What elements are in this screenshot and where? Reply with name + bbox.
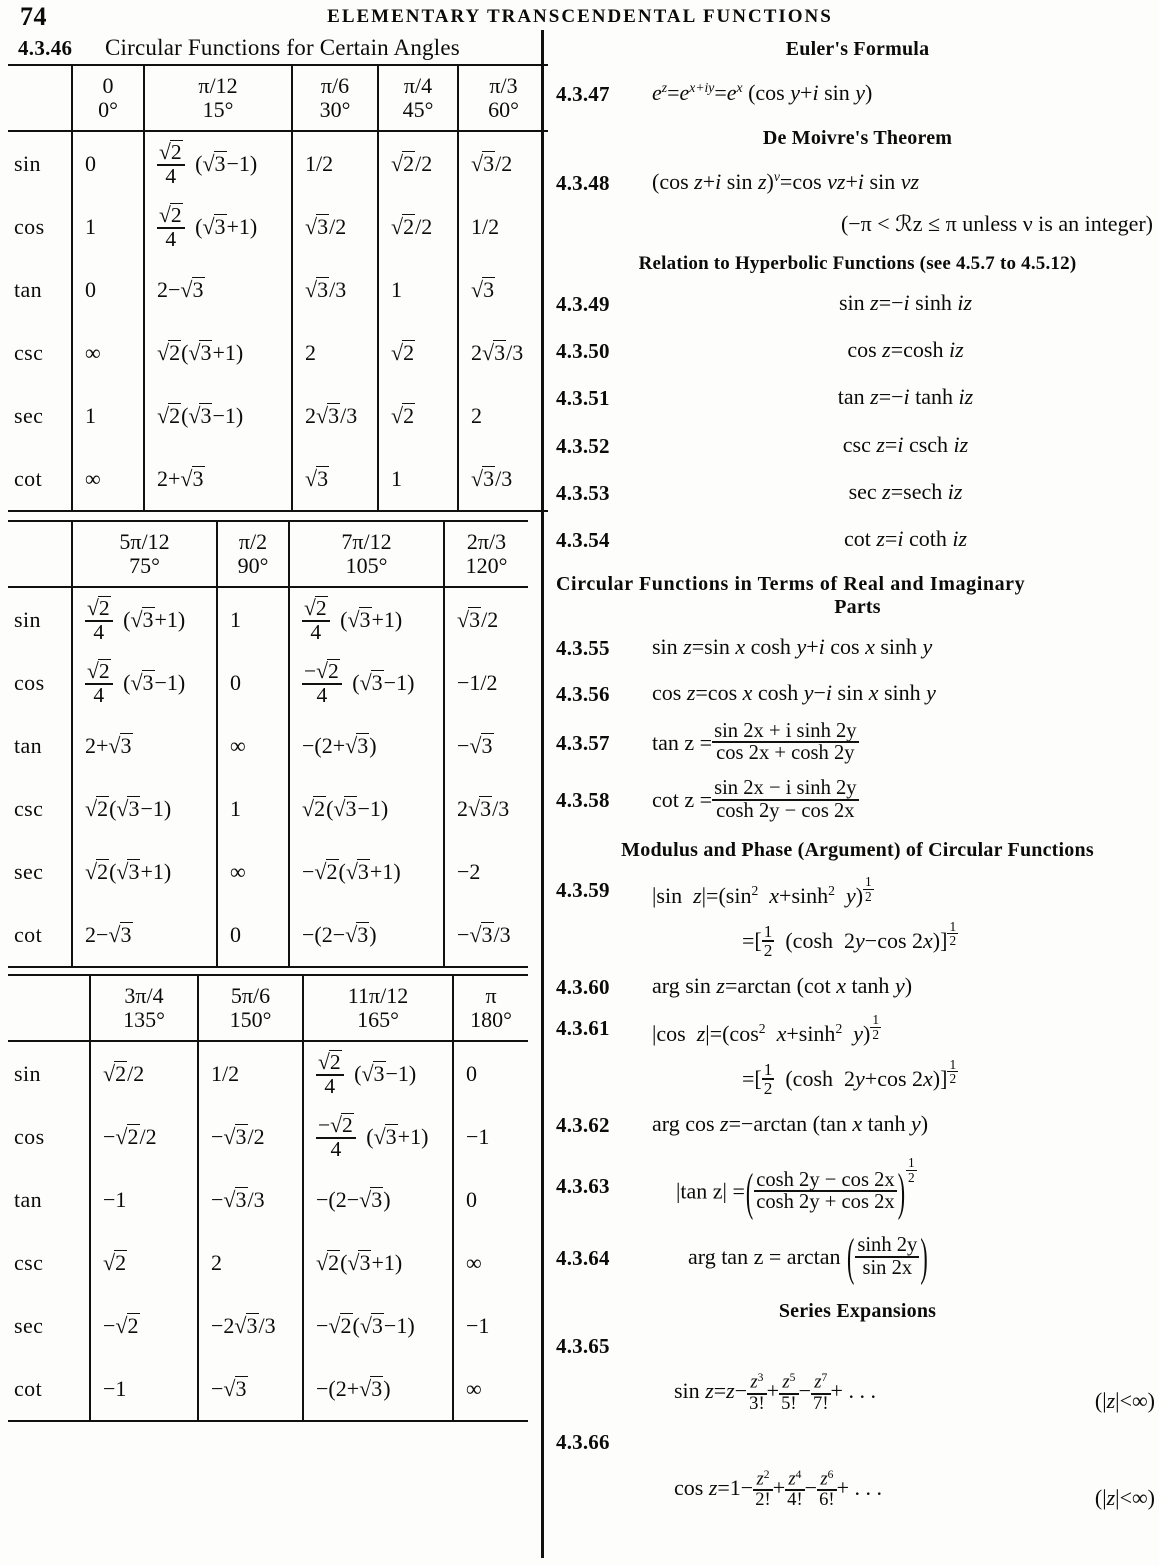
table-2-col-0 bbox=[72, 521, 217, 587]
equation-number: 4.3.60 bbox=[556, 975, 610, 1000]
cell: 2√3/3 bbox=[292, 384, 378, 447]
fraction-denominator: cosh 2y + cos 2x bbox=[756, 1191, 895, 1214]
angle-radians: 0 bbox=[102, 73, 114, 99]
angle-degrees: 105° bbox=[345, 553, 388, 578]
series-sin: sin z=z− $\frac{z^3}{3!}$ + $\frac{z^5}{5!}$ − $\frac{z^7}{7!}$ + . . . bbox=[674, 1372, 876, 1414]
right-column bbox=[556, 34, 1159, 1565]
table-row bbox=[8, 131, 548, 195]
table-circular-functions-1 bbox=[8, 64, 548, 512]
close-paren: ) bbox=[897, 1161, 906, 1221]
cell: ∞ bbox=[453, 1357, 528, 1421]
table-row bbox=[8, 587, 528, 651]
table-3-col-1 bbox=[198, 975, 303, 1041]
table-1-col-0 bbox=[72, 65, 144, 131]
cell: −1 bbox=[453, 1105, 528, 1168]
row-label-csc: csc bbox=[14, 795, 44, 821]
row-label-cos: cos bbox=[14, 669, 45, 695]
equation-lhs: tan z = bbox=[652, 729, 713, 755]
running-head bbox=[0, 0, 1159, 34]
equation-number: 4.3.48 bbox=[556, 171, 610, 196]
row-label-cos: cos bbox=[14, 213, 45, 239]
equation-body: sin z=−i sinh iz bbox=[838, 289, 973, 315]
table-row bbox=[8, 777, 528, 840]
table-3-col-3 bbox=[453, 975, 528, 1041]
equation-4-3-51 bbox=[556, 383, 1159, 411]
equation-number: 4.3.54 bbox=[556, 528, 610, 553]
cell: −√3/2 bbox=[198, 1105, 303, 1168]
equation-body: arg sin z=arctan (cot x tanh y) bbox=[652, 973, 913, 999]
cell: $\frac{√2}{4}$ (√3+1) bbox=[144, 195, 292, 258]
equation-body: =[ $\frac{1}{2}$ (cosh 2y−cos 2x)] $\frac{1}{2}$ bbox=[742, 918, 957, 960]
cell: 0 bbox=[453, 1041, 528, 1105]
angle-degrees: 0° bbox=[98, 97, 118, 122]
table-1-col-3 bbox=[378, 65, 458, 131]
equation-body: sin z=sin x cosh y+i cos x sinh y bbox=[652, 634, 933, 660]
cell: −2√3/3 bbox=[198, 1294, 303, 1357]
equation-4-3-47 bbox=[556, 79, 1159, 107]
equation-number: 4.3.55 bbox=[556, 636, 610, 661]
table-row bbox=[8, 195, 548, 258]
cell: −(2−√3) bbox=[289, 903, 444, 967]
angle-radians: π bbox=[485, 983, 497, 1009]
table-row bbox=[8, 975, 528, 1041]
equation-number: 4.3.64 bbox=[556, 1245, 610, 1270]
angle-degrees: 135° bbox=[123, 1007, 165, 1032]
equation-lhs: |tan z| = bbox=[676, 1178, 745, 1204]
cell: √2/2 bbox=[378, 195, 458, 258]
table-row bbox=[8, 840, 528, 903]
cell: √2(√3−1) bbox=[72, 777, 217, 840]
equation-4-3-50 bbox=[556, 336, 1159, 364]
fraction-numerator: sinh 2y bbox=[857, 1234, 918, 1257]
table-circular-functions-2 bbox=[8, 520, 528, 968]
table-3-col-2 bbox=[303, 975, 453, 1041]
table-1-col-1 bbox=[144, 65, 292, 131]
table-row bbox=[8, 1357, 528, 1421]
equation-4-3-66-body bbox=[556, 1470, 1159, 1510]
cell: ∞ bbox=[217, 840, 289, 903]
angle-degrees: 180° bbox=[470, 1007, 512, 1032]
equation-4-3-53 bbox=[556, 478, 1159, 506]
section-heading-real-imaginary-line1: Circular Functions in Terms of Real and Imaginary bbox=[556, 573, 1026, 596]
cell: 1 bbox=[72, 384, 144, 447]
equation-body bbox=[652, 778, 1159, 821]
row-label-cot: cot bbox=[14, 465, 43, 491]
row-label-csc: csc bbox=[14, 1249, 44, 1275]
table-row bbox=[8, 1041, 528, 1105]
equation-4-3-52 bbox=[556, 431, 1159, 459]
equation-number: 4.3.63 bbox=[556, 1173, 610, 1198]
equation-4-3-64 bbox=[556, 1226, 1159, 1286]
equation-4-3-48 bbox=[556, 168, 1159, 196]
equation-number-spacer bbox=[556, 920, 652, 922]
cell: 0 bbox=[72, 131, 144, 195]
cell: −(2+√3) bbox=[303, 1357, 453, 1421]
table-bottom-rule bbox=[8, 1421, 528, 1422]
equation-number: 4.3.52 bbox=[556, 433, 610, 458]
cell: √3/2 bbox=[458, 131, 548, 195]
row-label-tan: tan bbox=[14, 1186, 43, 1212]
angle-radians: 3π/4 bbox=[124, 983, 164, 1009]
left-column bbox=[0, 34, 540, 1565]
equation-number: 4.3.62 bbox=[556, 1113, 610, 1138]
angle-degrees: 15° bbox=[202, 97, 234, 122]
cell: ∞ bbox=[72, 447, 144, 511]
cell: √2(√3+1) bbox=[72, 840, 217, 903]
cell: −1 bbox=[90, 1168, 198, 1231]
angle-degrees: 30° bbox=[319, 97, 351, 122]
table-2-corner bbox=[8, 521, 72, 587]
fraction-denominator: sin 2x bbox=[855, 1256, 919, 1279]
fraction-numerator: cosh 2y − cos 2x bbox=[756, 1168, 895, 1191]
table-circular-functions-3 bbox=[8, 974, 528, 1422]
cell: ∞ bbox=[217, 714, 289, 777]
cell: −(2+√3) bbox=[289, 714, 444, 777]
angle-degrees: 45° bbox=[402, 97, 434, 122]
equation-number-spacer bbox=[556, 1058, 652, 1060]
running-head-title: ELEMENTARY TRANSCENDENTAL FUNCTIONS bbox=[327, 6, 833, 27]
fraction-denominator: cos 2x + cosh 2y bbox=[712, 741, 859, 764]
equation-body bbox=[652, 721, 1159, 764]
cell: √2(√3+1) bbox=[303, 1231, 453, 1294]
angle-radians: 5π/6 bbox=[230, 983, 271, 1009]
table-row bbox=[8, 321, 548, 384]
equation-number: 4.3.53 bbox=[556, 480, 610, 505]
page-number: 74 bbox=[20, 2, 47, 31]
angle-degrees: 90° bbox=[237, 553, 269, 578]
fraction-numerator: sin 2x − i sinh 2y bbox=[714, 777, 857, 799]
cell: −√3 bbox=[444, 714, 528, 777]
equation-body bbox=[652, 1226, 1159, 1286]
table-1-caption: Circular Functions for Certain Angles bbox=[105, 35, 460, 60]
table-row bbox=[8, 1168, 528, 1231]
cell: $\frac{√2}{4}$ (√3−1) bbox=[144, 131, 292, 195]
equation-4-3-54 bbox=[556, 525, 1159, 553]
cell: −√3/3 bbox=[198, 1168, 303, 1231]
cell: 2√3/3 bbox=[458, 321, 548, 384]
equation-number: 4.3.51 bbox=[556, 386, 610, 411]
table-row bbox=[8, 903, 528, 967]
cell: 1/2 bbox=[458, 195, 548, 258]
equation-number: 4.3.47 bbox=[556, 82, 610, 106]
angle-radians: 2π/3 bbox=[466, 529, 507, 555]
open-paren: ( bbox=[745, 1161, 754, 1221]
equation-number-spacer bbox=[556, 210, 652, 212]
equation-4-3-63 bbox=[556, 1155, 1159, 1221]
table-row bbox=[8, 447, 548, 511]
cell: −√2/2 bbox=[90, 1105, 198, 1168]
row-label-cot: cot bbox=[14, 921, 43, 947]
cell: √3/3 bbox=[292, 258, 378, 321]
angle-degrees: 75° bbox=[129, 553, 160, 578]
equation-4-3-55 bbox=[556, 633, 1159, 661]
angle-radians: π/12 bbox=[198, 73, 238, 99]
cell: −√3/3 bbox=[444, 903, 528, 967]
row-label-sec: sec bbox=[14, 402, 44, 428]
cell: −√2(√3−1) bbox=[303, 1294, 453, 1357]
cell: $\frac{√2}{4}$ (√3−1) bbox=[303, 1041, 453, 1105]
table-row bbox=[8, 1105, 528, 1168]
equation-body: (cos z+i sin z)$^\nu$=cos νz+i sin νz bbox=[652, 169, 920, 195]
table-2-col-1 bbox=[217, 521, 289, 587]
cell: 1/2 bbox=[292, 131, 378, 195]
table-2-col-2 bbox=[289, 521, 444, 587]
equation-4-3-62 bbox=[556, 1110, 1159, 1138]
cell: √2(√3+1) bbox=[144, 321, 292, 384]
cell: 2 bbox=[458, 384, 548, 447]
table-1-number: 4.3.46 bbox=[18, 36, 73, 60]
equation-body: cos z=cos x cosh y−i sin x sinh y bbox=[652, 679, 936, 705]
equation-body: arg cos z=−arctan (tan x tanh y) bbox=[652, 1111, 929, 1137]
equation-body: $e^z=e^{x+iy}=e^x$ (cos y+i sin y) bbox=[652, 80, 873, 105]
equation-number: 4.3.57 bbox=[556, 731, 610, 756]
cell: 2−√3 bbox=[72, 903, 217, 967]
table-row bbox=[8, 521, 528, 587]
table-row bbox=[8, 65, 548, 131]
table-2-col-3 bbox=[444, 521, 528, 587]
equation-number: 4.3.50 bbox=[556, 339, 610, 364]
cell: 1 bbox=[378, 258, 458, 321]
cell: −√2(√3+1) bbox=[289, 840, 444, 903]
convergence-condition: (|z|<∞) bbox=[1094, 1484, 1155, 1510]
row-label-sin: sin bbox=[14, 606, 41, 632]
table-row bbox=[8, 714, 528, 777]
equation-4-3-58 bbox=[556, 778, 1159, 821]
row-label-sin: sin bbox=[14, 150, 41, 176]
row-label-sec: sec bbox=[14, 1312, 44, 1338]
angle-degrees: 60° bbox=[488, 97, 519, 122]
section-heading-hyperbolic: Relation to Hyperbolic Functions (see 4.5.7 to 4.5.12) bbox=[638, 253, 1077, 274]
cell: 1 bbox=[378, 447, 458, 511]
cell: 2 bbox=[292, 321, 378, 384]
fraction-numerator: sin 2x + i sinh 2y bbox=[714, 719, 857, 742]
table-row bbox=[8, 651, 528, 714]
section-heading-real-imaginary-line2: Parts bbox=[834, 596, 881, 619]
cell: ∞ bbox=[453, 1231, 528, 1294]
angle-radians: π/6 bbox=[320, 73, 350, 99]
cell: √3 bbox=[458, 258, 548, 321]
equation-number: 4.3.59 bbox=[556, 878, 610, 903]
cell: √2/2 bbox=[378, 131, 458, 195]
cell: 2−√3 bbox=[144, 258, 292, 321]
table-row bbox=[8, 384, 548, 447]
cell: √2 bbox=[378, 321, 458, 384]
cell: √2 bbox=[378, 384, 458, 447]
equation-4-3-57 bbox=[556, 721, 1159, 764]
cell: 1 bbox=[217, 587, 289, 651]
cell: 0 bbox=[453, 1168, 528, 1231]
cell: −√3 bbox=[198, 1357, 303, 1421]
cell: 2 bbox=[198, 1231, 303, 1294]
equation-condition: (−π < ℛz ≤ π unless ν is an integer) bbox=[840, 210, 1153, 236]
equation-4-3-65-body bbox=[556, 1373, 1159, 1413]
equation-body: tan z=−i tanh iz bbox=[837, 384, 974, 410]
equation-4-3-66 bbox=[556, 1427, 1159, 1455]
cell: 2+√3 bbox=[144, 447, 292, 511]
table-row bbox=[8, 1294, 528, 1357]
equation-4-3-60 bbox=[556, 972, 1159, 1000]
section-heading-modulus-phase: Modulus and Phase (Argument) of Circular Functions bbox=[621, 839, 1094, 862]
equation-body: |sin $z|=(\sin^2$ $x+\sinh^2$ y) $\frac{1}{2}$ bbox=[652, 874, 872, 909]
equation-number: 4.3.58 bbox=[556, 788, 610, 813]
equation-number: 4.3.65 bbox=[556, 1334, 610, 1359]
equation-number-spacer bbox=[556, 1489, 652, 1491]
equation-body: |tan z| =( $\frac{\cosh 2y - \cos 2x}{\cosh 2y + \cos 2x}$ ) $\frac{1}{2}$ bbox=[652, 1156, 1159, 1213]
angle-radians: π/4 bbox=[403, 73, 433, 99]
cell: $\frac{√2}{4}$ (√3+1) bbox=[289, 587, 444, 651]
cell: 0 bbox=[217, 903, 289, 967]
equation-number-spacer bbox=[556, 1392, 652, 1394]
equation-4-3-56 bbox=[556, 679, 1159, 707]
equation-body: sec z=sech iz bbox=[848, 478, 963, 504]
cell: $\frac{√2}{4}$ (√3−1) bbox=[72, 651, 217, 714]
cell: −1 bbox=[453, 1294, 528, 1357]
section-heading-demoivre: De Moivre's Theorem bbox=[762, 127, 953, 150]
cell: √2(√3−1) bbox=[144, 384, 292, 447]
angle-degrees: 120° bbox=[465, 553, 508, 578]
cell: 2√3/3 bbox=[444, 777, 528, 840]
equation-4-3-65 bbox=[556, 1331, 1159, 1359]
angle-radians: 11π/12 bbox=[347, 983, 409, 1009]
row-label-cot: cot bbox=[14, 1375, 43, 1401]
row-label-cos: cos bbox=[14, 1123, 45, 1149]
row-label-sin: sin bbox=[14, 1060, 41, 1086]
section-heading-euler: Euler's Formula bbox=[785, 38, 930, 60]
equation-body: |cos $z|=(\cos^2$ $x+\sinh^2$ y) $\frac{1}{2}$ bbox=[652, 1012, 880, 1047]
equation-4-3-59 bbox=[556, 875, 1159, 910]
equation-lhs: arg tan z = arctan bbox=[688, 1243, 841, 1269]
equation-4-3-49 bbox=[556, 289, 1159, 317]
angle-degrees: 150° bbox=[229, 1007, 272, 1032]
cell: $\frac{-√2}{4}$ (√3−1) bbox=[289, 651, 444, 714]
cell: −√2 bbox=[90, 1294, 198, 1357]
equation-lhs: cot z = bbox=[652, 786, 713, 812]
cell: √2 bbox=[90, 1231, 198, 1294]
table-1-col-4 bbox=[458, 65, 548, 131]
cell: 1 bbox=[217, 777, 289, 840]
equation-body: cos z=cosh iz bbox=[847, 337, 964, 363]
cell: −1/2 bbox=[444, 651, 528, 714]
cell: ∞ bbox=[72, 321, 144, 384]
cell: 1 bbox=[72, 195, 144, 258]
angle-degrees: 165° bbox=[357, 1007, 399, 1032]
close-paren: ) bbox=[920, 1226, 928, 1286]
fraction-denominator: cosh 2y − cos 2x bbox=[712, 799, 859, 822]
table-3-col-0 bbox=[90, 975, 198, 1041]
cell: √3/3 bbox=[458, 447, 548, 511]
table-row bbox=[8, 258, 548, 321]
equation-number: 4.3.49 bbox=[556, 291, 610, 316]
cell: 2+√3 bbox=[72, 714, 217, 777]
equation-number: 4.3.61 bbox=[556, 1016, 610, 1041]
equation-body: =[ $\frac{1}{2}$ (cosh 2y+cos 2x)] $\frac{1}{2}$ bbox=[742, 1056, 957, 1098]
cell: √2(√3−1) bbox=[289, 777, 444, 840]
cell: 1/2 bbox=[198, 1041, 303, 1105]
section-heading-series-expansions: Series Expansions bbox=[778, 1300, 937, 1323]
cell: √2/2 bbox=[90, 1041, 198, 1105]
table-1-title bbox=[0, 34, 540, 64]
table-1-col-2 bbox=[292, 65, 378, 131]
cell: 0 bbox=[72, 258, 144, 321]
row-label-csc: csc bbox=[14, 339, 44, 365]
table-3-corner bbox=[8, 975, 90, 1041]
row-label-sec: sec bbox=[14, 858, 44, 884]
cell: −1 bbox=[90, 1357, 198, 1421]
series-cos: cos z=1− $\frac{z^2}{2!}$ + $\frac{z^4}{4!}$ − $\frac{z^6}{6!}$ + . . . bbox=[674, 1468, 883, 1510]
angle-radians: π/2 bbox=[238, 529, 268, 555]
convergence-condition: (|z|<∞) bbox=[1094, 1388, 1155, 1414]
cell: $\frac{√2}{4}$ (√3+1) bbox=[72, 587, 217, 651]
angle-radians: π/3 bbox=[489, 73, 518, 99]
cell: √3/2 bbox=[292, 195, 378, 258]
equation-body: cot z=i coth iz bbox=[843, 526, 968, 552]
equation-4-3-61 bbox=[556, 1013, 1159, 1048]
equation-body: csc z=i csch iz bbox=[842, 431, 969, 457]
equation-number: 4.3.56 bbox=[556, 681, 610, 706]
open-paren: ( bbox=[846, 1226, 855, 1286]
row-label-tan: tan bbox=[14, 276, 43, 302]
equation-4-3-59b bbox=[556, 920, 1159, 959]
cell: $\frac{-√2}{4}$ (√3+1) bbox=[303, 1105, 453, 1168]
cell: 0 bbox=[217, 651, 289, 714]
table-1-corner bbox=[8, 65, 72, 131]
row-label-tan: tan bbox=[14, 732, 43, 758]
equation-4-3-61b bbox=[556, 1058, 1159, 1097]
cell: −2 bbox=[444, 840, 528, 903]
equation-number: 4.3.66 bbox=[556, 1430, 610, 1455]
equation-4-3-48-condition bbox=[556, 210, 1159, 238]
cell: √3/2 bbox=[444, 587, 528, 651]
cell: −(2−√3) bbox=[303, 1168, 453, 1231]
table-row bbox=[8, 1231, 528, 1294]
angle-radians: 7π/12 bbox=[341, 529, 392, 555]
cell: √3 bbox=[292, 447, 378, 511]
angle-radians: 5π/12 bbox=[119, 529, 170, 555]
